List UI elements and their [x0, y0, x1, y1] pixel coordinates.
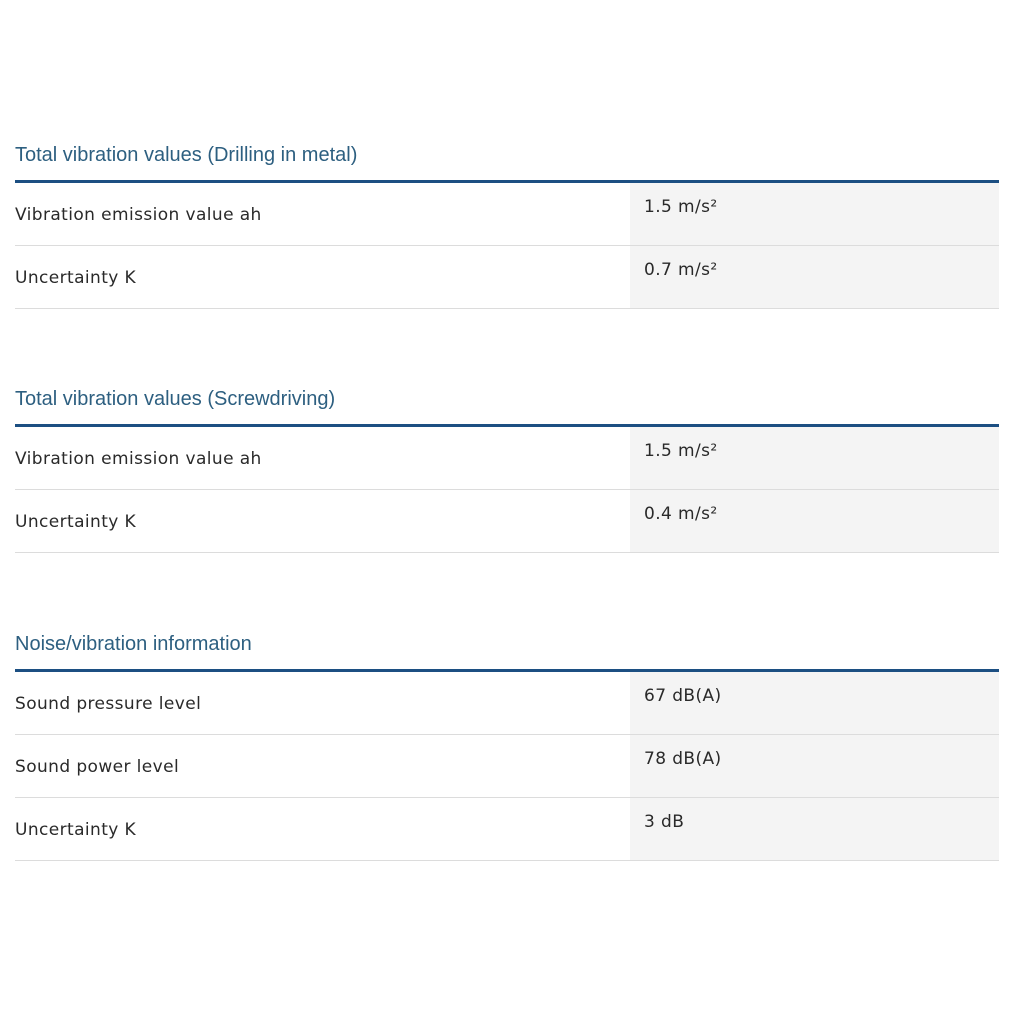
spec-value: 1.5 m/s²: [630, 427, 999, 489]
table-row: [15, 490, 999, 553]
spec-label: Uncertainty K: [15, 798, 630, 860]
spec-label: Vibration emission value ah: [15, 183, 630, 245]
spec-value: 78 dB(A): [630, 735, 999, 797]
table-row: [15, 672, 999, 735]
spec-label: Sound power level: [15, 735, 630, 797]
spec-value: 67 dB(A): [630, 672, 999, 734]
section-screwdriving: [15, 386, 999, 553]
section-noise-vibration: [15, 631, 999, 861]
table-row: [15, 427, 999, 490]
spec-value: 1.5 m/s²: [630, 183, 999, 245]
section-title: Noise/vibration information: [15, 633, 252, 655]
spec-table: [15, 669, 999, 861]
table-row: [15, 246, 999, 309]
table-row: [15, 183, 999, 246]
spec-value: 0.7 m/s²: [630, 246, 999, 308]
section-title: Total vibration values (Drilling in metal): [15, 144, 358, 166]
spec-label: Uncertainty K: [15, 246, 630, 308]
table-row: [15, 798, 999, 861]
spec-table: [15, 180, 999, 309]
section-drilling-in-metal: [15, 142, 999, 309]
spec-label: Vibration emission value ah: [15, 427, 630, 489]
spec-label: Sound pressure level: [15, 672, 630, 734]
spec-value: 3 dB: [630, 798, 999, 860]
table-row: [15, 735, 999, 798]
spec-table: [15, 424, 999, 553]
spec-label: Uncertainty K: [15, 490, 630, 552]
section-title: Total vibration values (Screwdriving): [15, 388, 336, 410]
spec-value: 0.4 m/s²: [630, 490, 999, 552]
